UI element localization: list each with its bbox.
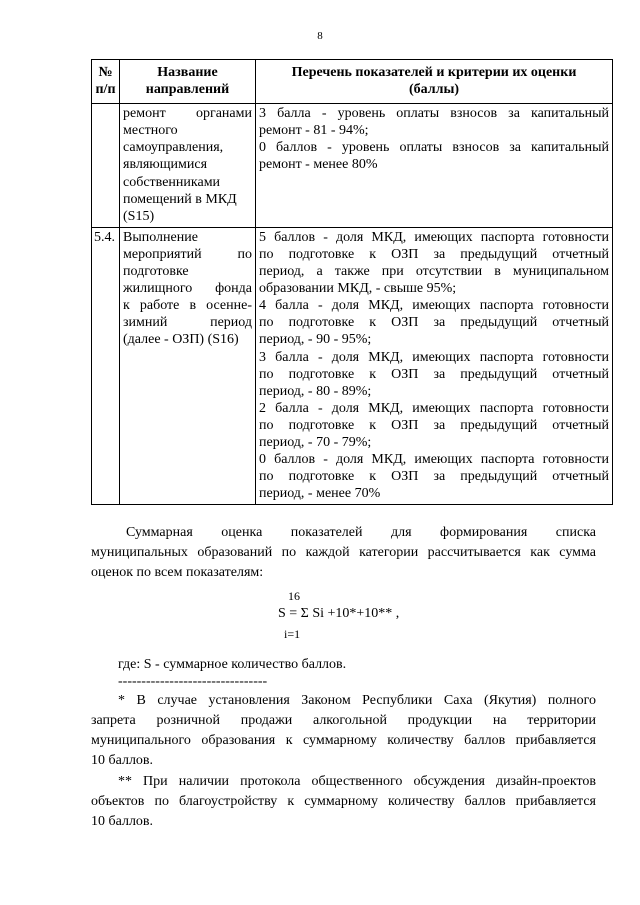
- page-number: 8: [317, 30, 323, 42]
- formula-expression: S = Σ Si +10*+10** ,: [278, 606, 400, 621]
- row-criteria: [256, 104, 613, 228]
- summary-line: оценок по всем показателям:: [91, 565, 264, 580]
- criteria-line: 0 баллов - уровень оплаты взносов за капитальный: [259, 140, 609, 156]
- criteria-line: образовании МКД, - свыше 95%;: [259, 281, 457, 297]
- criteria-line: 5 баллов - доля МКД, имеющих паспорта готовности: [259, 229, 609, 245]
- direction-line: подготовке: [123, 264, 189, 280]
- criteria-line: 2 балла - доля МКД, имеющих паспорта готовности: [259, 400, 609, 416]
- formula-lower-limit: i=1: [284, 627, 301, 641]
- header-criteria-line: Перечень показателей и критерии их оценки: [291, 65, 577, 80]
- row-direction: [120, 104, 256, 228]
- footnote-1-line: запрета розничной продажи алкогольной продукции на территории: [91, 713, 596, 728]
- row-direction: [120, 227, 256, 505]
- criteria-line: 3 балла - доля МКД, имеющих паспорта готовности: [259, 349, 609, 365]
- criteria-table: [91, 59, 613, 505]
- table-row: [92, 104, 613, 228]
- criteria-line: период, - 70 - 79%;: [259, 434, 372, 450]
- row-number: [92, 104, 120, 228]
- criteria-line: период, а также при отсутствии в муниципальном: [259, 264, 609, 280]
- direction-line: (S15): [123, 208, 155, 224]
- criteria-line: период, - 80 - 89%;: [259, 383, 372, 399]
- footnote-separator: --------------------------------: [118, 674, 268, 689]
- direction-line: местного: [123, 123, 178, 139]
- summary-line: Суммарная оценка показателей для формирования списка: [126, 525, 596, 540]
- criteria-line: период, - 90 - 95%;: [259, 332, 372, 348]
- header-direction: [120, 60, 256, 104]
- direction-line: мероприятий по: [123, 246, 252, 262]
- footnote-2-line: объектов по благоустройству к суммарному количеству баллов прибавляется: [91, 794, 596, 809]
- criteria-line: по подготовке к ОЗП за предыдущий отчетный: [259, 315, 609, 331]
- direction-line: к работе в осенне-: [123, 298, 252, 314]
- summary-paragraph: [91, 523, 596, 583]
- footnote-2: [91, 772, 596, 832]
- criteria-line: 4 балла - доля МКД, имеющих паспорта готовности: [259, 298, 609, 314]
- header-number-line: №: [98, 65, 113, 80]
- header-number-line: п/п: [95, 82, 116, 98]
- where-text: где: S - суммарное количество баллов.: [118, 657, 347, 672]
- direction-line: Выполнение: [123, 229, 198, 245]
- criteria-line: 3 балла - уровень оплаты взносов за капитальный: [259, 106, 609, 122]
- footnote-1-line: * В случае установления Законом Республики Саха (Якутия) полного: [118, 693, 596, 708]
- criteria-line: по подготовке к ОЗП за предыдущий отчетный: [259, 469, 609, 485]
- header-criteria-line: (баллы): [408, 82, 460, 98]
- where-paragraph: [91, 655, 596, 689]
- direction-line: (далее - ОЗП) (S16): [123, 332, 239, 348]
- header-direction-line: направлений: [145, 82, 230, 98]
- table-header-row: [92, 60, 613, 104]
- header-criteria: [256, 60, 613, 104]
- direction-line: ремонт органами: [123, 106, 252, 122]
- criteria-line: 0 баллов - доля МКД, имеющих паспорта готовности: [259, 452, 609, 468]
- direction-line: зимний период: [123, 315, 252, 331]
- direction-line: самоуправления,: [123, 140, 224, 156]
- direction-line: помещений в МКД: [123, 191, 237, 207]
- criteria-line: период, - менее 70%: [259, 486, 381, 502]
- direction-line: собственниками: [123, 174, 221, 190]
- criteria-line: по подготовке к ОЗП за предыдущий отчетный: [259, 417, 609, 433]
- direction-line: являющимися: [123, 157, 208, 173]
- criteria-line: ремонт - менее 80%: [259, 157, 378, 173]
- table-row: [92, 227, 613, 505]
- header-number: [92, 60, 120, 104]
- row-number: 5.4.: [92, 227, 120, 505]
- footnote-2-line: 10 баллов.: [91, 814, 154, 829]
- footnote-1-line: муниципального образования к суммарному количеству баллов прибавляется: [91, 733, 596, 748]
- criteria-line: ремонт - 81 - 94%;: [259, 123, 369, 139]
- direction-line: жилищного фонда: [123, 281, 252, 297]
- row-criteria: [256, 227, 613, 505]
- criteria-line: по подготовке к ОЗП за предыдущий отчетный: [259, 246, 609, 262]
- criteria-line: по подготовке к ОЗП за предыдущий отчетный: [259, 366, 609, 382]
- footnote-1: [91, 691, 596, 771]
- footnote-2-line: ** При наличии протокола общественного обсуждения дизайн-проектов: [118, 774, 596, 789]
- footnote-1-line: 10 баллов.: [91, 753, 154, 768]
- summary-line: муниципальных образований по каждой категории рассчитывается как сумма: [91, 545, 596, 560]
- header-direction-line: Название: [157, 65, 218, 80]
- formula-upper-limit: 16: [288, 589, 300, 603]
